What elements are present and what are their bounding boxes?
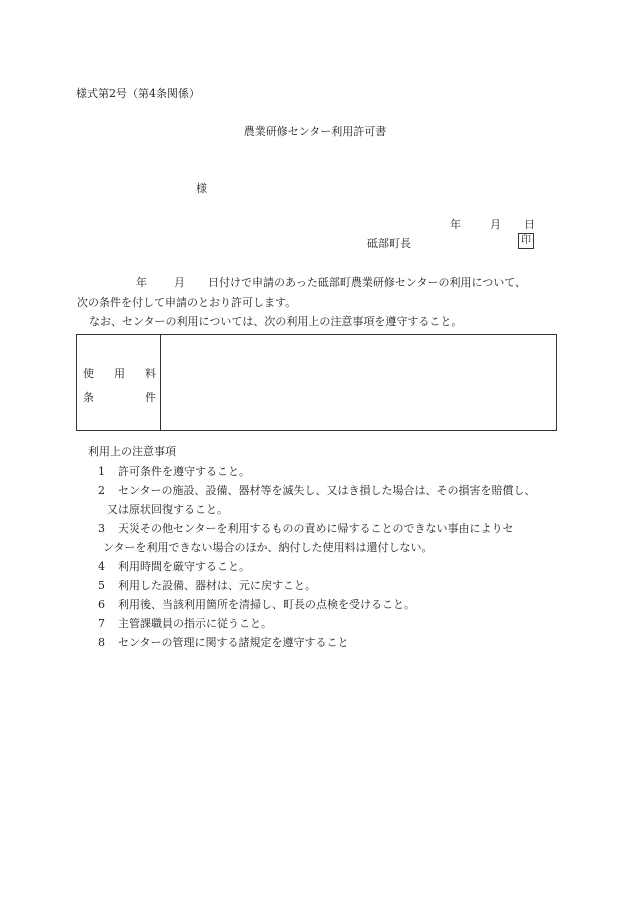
note-continuation: 又は原状回復すること。	[107, 503, 228, 516]
body-line-1-text: 日付けで申請のあった砥部町農業研修センターの利用について、	[208, 276, 527, 289]
date-month-label: 月	[490, 218, 501, 231]
note-number: 4	[98, 560, 105, 573]
note-number: 7	[98, 617, 105, 630]
body-month-label: 月	[174, 276, 185, 289]
note-text: 主管課職員の指示に従うこと。	[118, 617, 272, 630]
note-item	[98, 615, 272, 631]
note-text: 利用した設備、器材は、元に戻すこと。	[118, 579, 316, 592]
body-line-2: 次の条件を付して申請のとおり許可します。	[77, 296, 297, 309]
conditions-label	[83, 389, 156, 405]
body-year-label: 年	[136, 276, 147, 289]
document-title: 農業研修センター利用許可書	[243, 125, 387, 138]
fee-label-char: 使	[83, 367, 94, 380]
note-number: 2	[98, 484, 105, 497]
fee-label-char: 料	[145, 367, 156, 380]
note-text: 許可条件を遵守すること。	[118, 465, 250, 478]
note-number: 6	[98, 598, 105, 611]
note-item	[98, 634, 349, 650]
fee-label-char: 用	[114, 367, 125, 380]
note-item	[98, 558, 250, 574]
note-text: センターの管理に関する諸規定を遵守すること	[118, 636, 349, 649]
note-item	[98, 596, 415, 612]
note-text: 天災その他センターを利用するものの責めに帰することのできない事由によりセ	[118, 522, 514, 535]
note-text: 利用後、当該利用箇所を清掃し、町長の点検を受けること。	[118, 598, 415, 611]
table-divider	[160, 335, 161, 430]
date-year-label: 年	[450, 218, 461, 231]
note-item	[98, 463, 250, 479]
note-number: 3	[98, 522, 105, 535]
issuer-name: 砥部町長	[367, 237, 411, 250]
note-continuation: ンターを利用できない場合のほか、納付した使用料は還付しない。	[103, 541, 433, 554]
date-day-label: 日	[524, 218, 535, 231]
seal-mark: 印	[518, 233, 534, 249]
fee-label	[83, 365, 156, 381]
note-item	[98, 577, 316, 593]
note-number: 8	[98, 636, 105, 649]
note-text: 利用時間を厳守すること。	[118, 560, 250, 573]
conditions-label-char: 条	[83, 391, 94, 404]
notes-heading: 利用上の注意事項	[88, 445, 176, 458]
note-item	[98, 520, 514, 536]
conditions-label-char: 件	[145, 391, 156, 404]
note-text: センターの施設、設備、器材等を滅失し、又はき損した場合は、その損害を賠償し、	[118, 484, 536, 497]
form-number: 様式第2号（第4条関係）	[76, 87, 200, 100]
body-line-3: なお、センターの利用については、次の利用上の注意事項を遵守すること。	[89, 315, 463, 328]
fee-conditions-table	[76, 334, 557, 431]
issue-date	[450, 216, 535, 232]
note-number: 1	[98, 465, 105, 478]
note-number: 5	[98, 579, 105, 592]
note-item	[98, 482, 536, 498]
body-line-1	[136, 274, 526, 290]
addressee-suffix: 様	[196, 182, 207, 195]
